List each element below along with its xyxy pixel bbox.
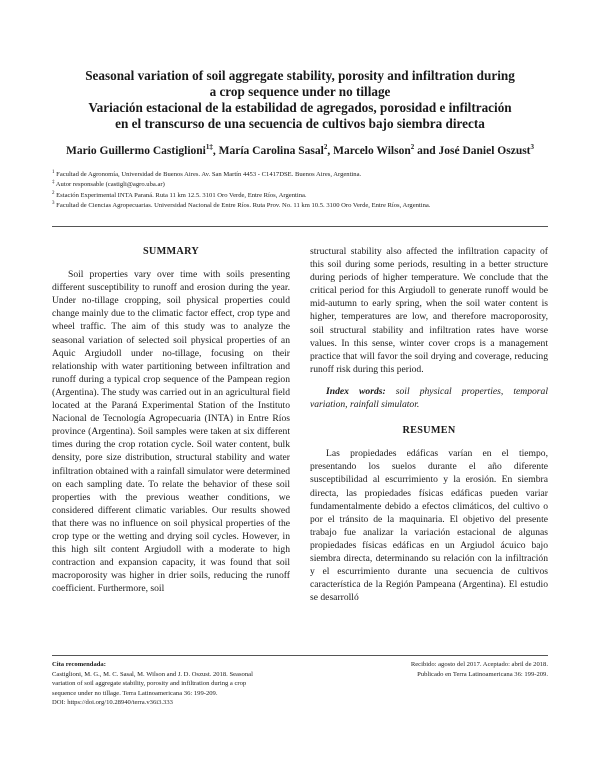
affiliation-2-text: Autor responsable (castigli@agro.uba.ar) — [55, 181, 165, 189]
affiliation-4-marker: 3 — [52, 201, 55, 207]
author-4-marker: 3 — [530, 143, 535, 152]
affiliations — [52, 170, 552, 212]
affiliation-3-marker: 2 — [52, 190, 55, 196]
affiliation-3-text: Estación Experimental INTA Paraná. Ruta 11 km 12.5. 3101 Oro Verde, Entre Ríos, Argentina. — [56, 191, 307, 199]
published-in: Publicado en Terra Latinoamericana 36: 199-209. — [417, 670, 548, 678]
author-1-marker: 1‡ — [205, 143, 213, 152]
citation-line-3: sequence under no tillage. Terra Latinoamericana 36: 199-209. — [52, 689, 218, 697]
affiliation-corresponding — [52, 180, 552, 190]
author-4: José Daniel Oszust — [438, 145, 531, 157]
received-accepted: Recibido: agosto del 2017. Aceptado: abril de 2018. — [410, 661, 548, 668]
citation-label: Cita recomendada: — [52, 661, 106, 668]
title-english-line-1: Seasonal variation of soil aggregate stability, porosity and infiltration during — [85, 68, 515, 83]
affiliation-2-marker: ‡ — [52, 180, 55, 186]
affiliation-3 — [52, 201, 552, 211]
citation-line-2: variation of soil aggregate stability, porosity and infiltration during a crop — [52, 680, 247, 687]
author-3-marker: 2 — [410, 143, 415, 152]
footer-divider — [52, 655, 548, 656]
title-english-line-2: a crop sequence under no tillage — [209, 84, 391, 99]
title-spanish-line-1: Variación estacional de la estabilidad de agregados, porosidad e infiltración — [88, 100, 512, 115]
author-2-marker: 2 — [323, 143, 328, 152]
publication-dates — [310, 660, 548, 679]
affiliation-1-text: Facultad de Agronomía, Universidad de Buenos Aires. Av. San Martín 4453 - C1417DSE. Buenos Aires, Argentina. — [56, 171, 362, 178]
header-divider — [52, 226, 548, 227]
summary-heading: SUMMARY — [142, 246, 200, 257]
author-3: Marcelo Wilson — [333, 145, 411, 157]
author-1: Mario Guillermo Castiglioni — [65, 145, 206, 157]
index-words-label: Index words: — [326, 385, 386, 397]
resumen-paragraph: Las propiedades edáficas varían en el tiempo, presentando los suelos durante el año diferente susceptibilidad al escurrimiento y la erosión. En siembra directa, las propiedades físicas edáficas pueden variar fundamentalmente debido a efectos climáticos, del cultivo o por el tránsito de la maquinaria. El objetivo del presente trabajo fue analizar la variación estacional de algunas propiedades físicas edáficas en un Argiudol ácuico bajo siembra directa, determinando su relación con la infiltración y el escurrimiento durante una secuencia de cultivos característica de la Región Pampeana (Argentina). El estudio se desarrolló — [310, 448, 548, 604]
author-2: María Carolina Sasal — [218, 145, 324, 157]
affiliation-1-marker: 1 — [52, 169, 55, 175]
affiliation-1 — [52, 170, 552, 180]
resumen-heading: RESUMEN — [402, 425, 456, 437]
index-words-list: soil physical properties, temporal variation, rainfall simulator. — [310, 385, 548, 411]
summary-paragraph-continued: structural stability also affected the infiltration capacity of this soil during some periods, resulting in a better structure during periods of higher temperature. We conclude that the critical period for this Argiudoll to generate runoff would be mid-autumn to early spring, when the soil water content is higher, temperatures are low, and therefore macroporosity, soil structural stability and infiltration rates have worse values. In this sense, winter cover crops is a management practice that will favor the soil drying and coverage, reducing runoff risk during this period. — [310, 246, 548, 375]
affiliation-2 — [52, 191, 552, 201]
author-conjunction: and — [417, 145, 436, 157]
right-column — [310, 245, 548, 604]
title-spanish-line-2: en el transcurso de una secuencia de cultivos bajo siembra directa — [115, 116, 485, 131]
recommended-citation — [52, 660, 292, 708]
summary-paragraph: Soil properties vary over time with soils presenting different susceptibility to runoff and erosion during the year. Under no-tillage cropping, soil physical properties could change mainly due to the climatic factor effect, crop type and wheel traffic. The aim of this study was to analyze the seasonal variation of selected soil physical properties of an Aquic Argiudoll under no-tillage, focusing on their relationship with water partitioning between infiltration and runoff during a typical crop sequence of the Pampean region (Argentina). The study was carried out in an agricultural field located at the Paraná Experimental Station of the Instituto Nacional de Tecnología Agropecuaria (INTA) in Entre Ríos province (Argentina). Soil samples were taken at six different times during the crop rotation cycle. Soil water content, bulk density, pore size distribution, structural stability and water infiltration obtained with a rainfall simulator were determined on each sampling date. To relate the behavior of these soil properties with the previous weather conditions, we considered different climatic variables. Our results showed that there was no influence on soil physical properties of the crop type or the wetting and drying soil cycles. However, in this high silt content Argiudoll with a moderate to high contraction and expansion capacity, it was found that soil macroporosity was higher in drier soils, reducing the runoff coefficient. Furthermore, soil — [52, 269, 290, 595]
paper-title — [60, 68, 540, 132]
left-column — [52, 245, 290, 595]
citation-doi: DOI: https://doi.org/10.28940/terra.v36i3.333 — [52, 699, 173, 706]
affiliation-4-text: Facultad de Ciencias Agropecuarias. Universidad Nacional de Entre Ríos. Ruta Prov. No. 11 km 10.5. 3100 Oro Verde, Entre Ríos, Argentina. — [56, 202, 431, 210]
citation-line-1: Castiglioni, M. G., M. C. Sasal, M. Wilson and J. D. Oszust. 2018. Seasonal — [52, 670, 253, 678]
index-words — [310, 385, 548, 411]
author-list: Mario Guillermo Castiglioni$^{1\ddagger}$, María Carolina Sasal$^2$, Marcelo Wilson$^2$ and José Daniel Oszust$^3$ — [65, 143, 535, 157]
